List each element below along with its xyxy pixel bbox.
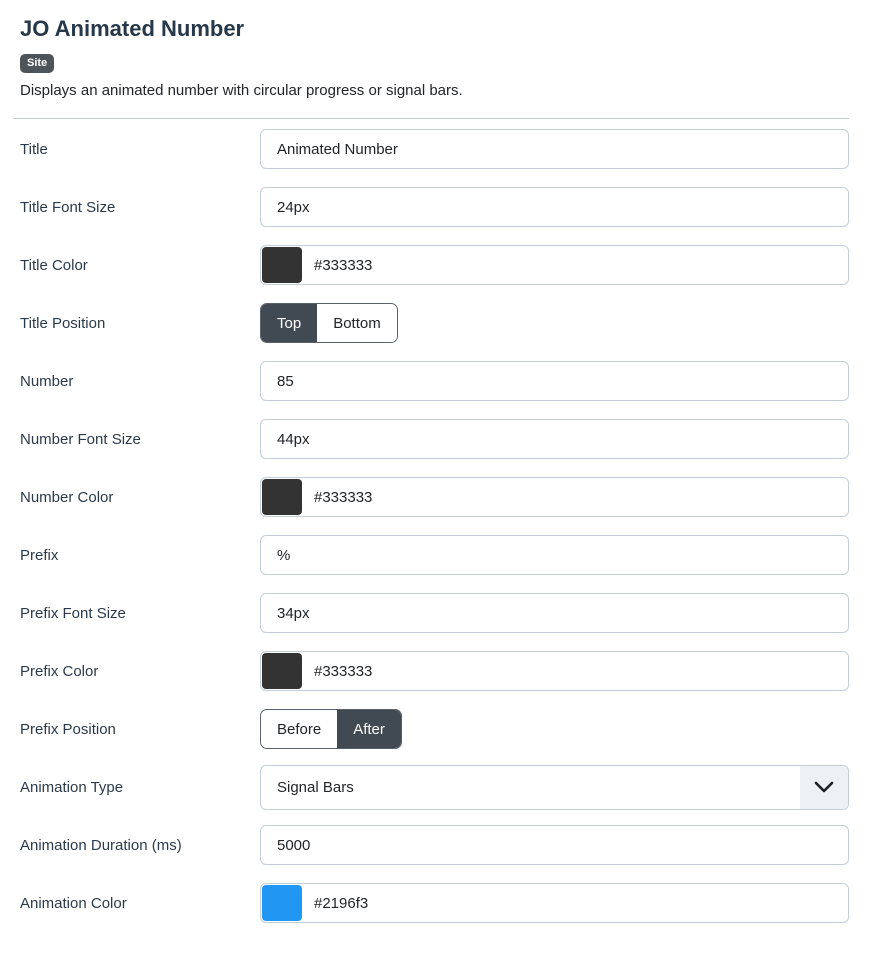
title-position-top-button[interactable]: Top: [261, 304, 317, 342]
chevron-down-icon: [800, 766, 848, 809]
field-label: Animation Type: [20, 778, 124, 796]
color-swatch[interactable]: [262, 653, 302, 689]
prefix-color-input[interactable]: [314, 663, 848, 680]
form-row-animation-color: [20, 874, 849, 932]
divider: [13, 118, 849, 119]
field-label: Number Font Size: [20, 430, 141, 448]
form-row-title-position: [20, 294, 849, 352]
animation-color-field[interactable]: [260, 883, 849, 923]
animation-type-select[interactable]: [260, 765, 849, 810]
page-title: JO Animated Number: [20, 16, 245, 41]
form-row-title: [20, 120, 849, 178]
field-label: Prefix: [20, 546, 59, 564]
field-label: Animation Duration (ms): [20, 836, 182, 854]
title-font-size-input[interactable]: [260, 187, 849, 227]
color-swatch[interactable]: [262, 479, 302, 515]
field-label: Prefix Font Size: [20, 604, 126, 622]
prefix-input[interactable]: [260, 535, 849, 575]
field-label: Title: [20, 140, 48, 158]
form-row-animation-type: [20, 758, 849, 816]
number-input[interactable]: [260, 361, 849, 401]
site-badge: Site: [20, 54, 54, 73]
title-position-bottom-button[interactable]: Bottom: [317, 304, 397, 342]
form-row-prefix-font-size: [20, 584, 849, 642]
title-color-field[interactable]: [260, 245, 849, 285]
color-swatch[interactable]: [262, 885, 302, 921]
select-value: Signal Bars: [277, 778, 354, 796]
prefix-position-after-button[interactable]: After: [337, 710, 401, 748]
title-position-toggle: [260, 303, 398, 343]
prefix-font-size-input[interactable]: [260, 593, 849, 633]
title-input[interactable]: [260, 129, 849, 169]
number-font-size-input[interactable]: [260, 419, 849, 459]
form-row-number-font-size: [20, 410, 849, 468]
field-label: Number Color: [20, 488, 114, 506]
form-row-prefix-color: [20, 642, 849, 700]
form-row-animation-duration: [20, 816, 849, 874]
prefix-position-toggle: [260, 709, 402, 749]
field-label: Prefix Color: [20, 662, 99, 680]
form-row-title-font-size: [20, 178, 849, 236]
field-label: Animation Color: [20, 894, 127, 912]
color-swatch[interactable]: [262, 247, 302, 283]
form-row-prefix-position: [20, 700, 849, 758]
field-label: Title Color: [20, 256, 88, 274]
field-label: Number: [20, 372, 74, 390]
number-color-field[interactable]: [260, 477, 849, 517]
prefix-color-field[interactable]: [260, 651, 849, 691]
widget-description: Displays an animated number with circular progress or signal bars.: [20, 82, 463, 100]
form-row-prefix: [20, 526, 849, 584]
field-label: Title Position: [20, 314, 106, 332]
form-row-title-color: [20, 236, 849, 294]
title-color-input[interactable]: [314, 257, 848, 274]
form-row-number: [20, 352, 849, 410]
animation-color-input[interactable]: [314, 895, 848, 912]
field-label: Prefix Position: [20, 720, 116, 738]
number-color-input[interactable]: [314, 489, 848, 506]
form-row-number-color: [20, 468, 849, 526]
field-label: Title Font Size: [20, 198, 116, 216]
prefix-position-before-button[interactable]: Before: [261, 710, 337, 748]
animation-duration-input[interactable]: [260, 825, 849, 865]
settings-form: [20, 120, 849, 932]
